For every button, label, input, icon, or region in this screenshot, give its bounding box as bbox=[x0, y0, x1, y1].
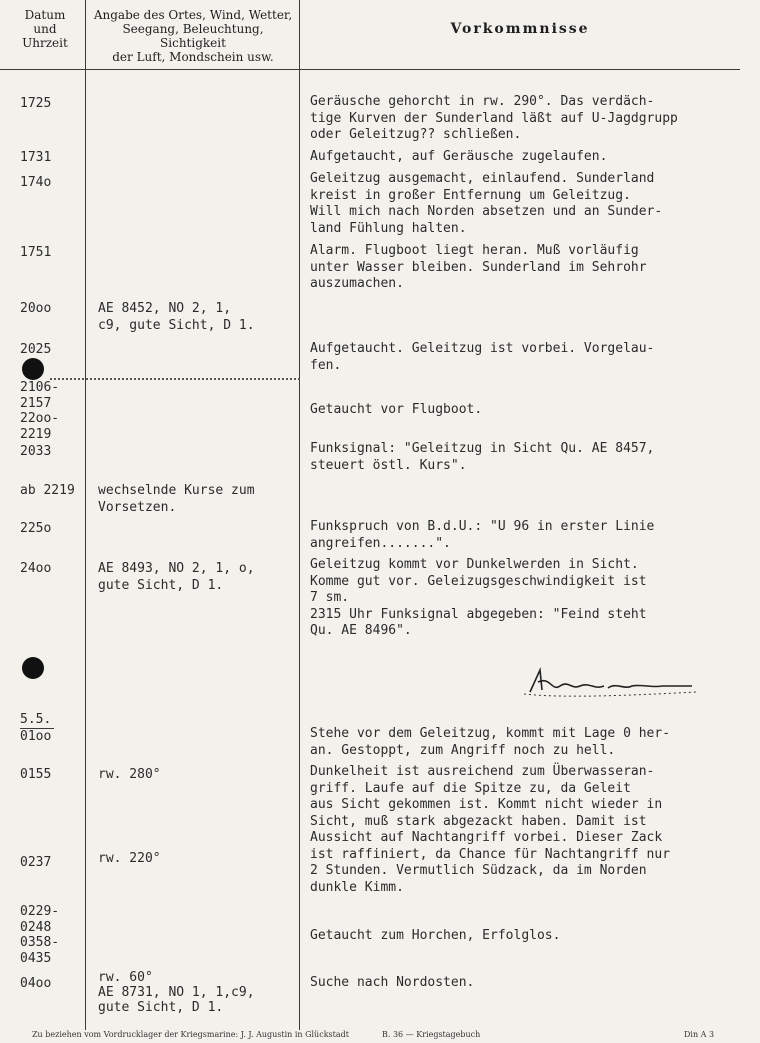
printer-imprint: Zu beziehen vom Vordrucklager der Kriegsmarine: J. J. Augustin in Glückstadt bbox=[32, 1030, 349, 1039]
header-events: Vorkommnisse bbox=[450, 21, 590, 37]
entry-event: Getaucht zum Horchen, Erfolglos. bbox=[310, 928, 561, 943]
date-underline bbox=[20, 728, 54, 729]
entry-time: 0229- 0248 0358- 0435 bbox=[20, 904, 60, 966]
punch-hole bbox=[22, 657, 44, 679]
entry-event: Getaucht vor Flugboot. bbox=[310, 402, 483, 417]
entry-event: Suche nach Nordosten. bbox=[310, 975, 475, 990]
entry-time: 04oo bbox=[20, 976, 52, 991]
entry-time: 2033 bbox=[20, 444, 52, 459]
entry-place: AE 8452, NO 2, 1, c9, gute Sicht, D 1. bbox=[98, 301, 255, 333]
entry-time: 1725 bbox=[20, 96, 52, 111]
entry-time: 0237 bbox=[20, 855, 52, 870]
header-date-time: Datum und Uhrzeit bbox=[22, 8, 68, 50]
form-number: B. 36 — Kriegstagebuch bbox=[382, 1030, 481, 1039]
entry-time: 2025 bbox=[20, 342, 52, 357]
punch-hole bbox=[22, 358, 44, 380]
entry-event: Funkspruch von B.d.U.: "U 96 in erster Linie angreifen.......". bbox=[310, 519, 655, 551]
entry-time: 20oo bbox=[20, 301, 52, 316]
entry-time: 0155 bbox=[20, 767, 52, 782]
column-divider bbox=[299, 0, 300, 1030]
entry-event: Dunkelheit ist ausreichend zum Überwasseran- griff. Laufe auf die Spitze zu, da Geleit aus Sicht gekommen ist. Kommt nicht wieder in Sicht, muß stark abgezackt haben. Damit ist Aussicht auf Nachtangriff vorbei. Dieser Zack ist raffiniert, da Chance für Nachtangriff nur 2 Stunden. Vermutlich Südzack, da im Norden dunkle Kimm. bbox=[310, 764, 671, 895]
entry-place: rw. 60° AE 8731, NO 1, 1,c9, gute Sicht, D 1. bbox=[98, 970, 255, 1015]
entry-event: Geleitzug kommt vor Dunkelwerden in Sicht. Komme gut vor. Geleizugsgeschwindigkeit ist 7 sm. 2315 Uhr Funksignal abgegeben: "Feind steht Qu. AE 8496". bbox=[310, 557, 647, 638]
commander-signature bbox=[520, 662, 700, 702]
entry-place: AE 8493, NO 2, 1, o, gute Sicht, D 1. bbox=[98, 561, 255, 593]
entry-event: Geleitzug ausgemacht, einlaufend. Sunderland kreist in großer Entfernung um Geleitzug. Will mich nach Norden absetzen und an Sunder- land Fühlung halten. bbox=[310, 171, 663, 236]
entry-time: 1751 bbox=[20, 245, 52, 260]
entry-time: 1731 bbox=[20, 150, 52, 165]
entry-time: 174o bbox=[20, 175, 52, 190]
paper-format: Din A 3 bbox=[684, 1030, 715, 1039]
header-rule bbox=[0, 69, 740, 70]
entry-time: 5.5. 01oo bbox=[20, 712, 52, 744]
entry-time: 24oo bbox=[20, 561, 52, 576]
header-location-weather: Angabe des Ortes, Wind, Wetter, Seegang, Beleuchtung, Sichtigkeit der Luft, Mondschein usw. bbox=[93, 8, 293, 64]
entry-time: ab 2219 bbox=[20, 483, 75, 498]
entry-event: Funksignal: "Geleitzug in Sicht Qu. AE 8457, steuert östl. Kurs". bbox=[310, 441, 655, 473]
entry-time: 2106- 2157 22oo- 2219 bbox=[20, 380, 60, 442]
entry-event: Alarm. Flugboot liegt heran. Muß vorläufig unter Wasser bleiben. Sunderland im Sehrohr auszumachen. bbox=[310, 243, 647, 291]
entry-event: Aufgetaucht, auf Geräusche zugelaufen. bbox=[310, 149, 608, 164]
entry-time: 225o bbox=[20, 521, 52, 536]
entry-place: rw. 220° bbox=[98, 851, 161, 866]
entry-event: Geräusche gehorcht in rw. 290°. Das verdäch- tige Kurven der Sunderland läßt auf U-Jagdgrupp oder Geleitzug?? schließen. bbox=[310, 94, 678, 142]
entry-place: rw. 280° bbox=[98, 767, 161, 782]
entry-event: Aufgetaucht. Geleitzug ist vorbei. Vorgelau- fen. bbox=[310, 341, 655, 373]
entry-place: wechselnde Kurse zum Vorsetzen. bbox=[98, 483, 255, 515]
entry-event: Stehe vor dem Geleitzug, kommt mit Lage 0 her- an. Gestoppt, zum Angriff noch zu hell. bbox=[310, 726, 671, 758]
